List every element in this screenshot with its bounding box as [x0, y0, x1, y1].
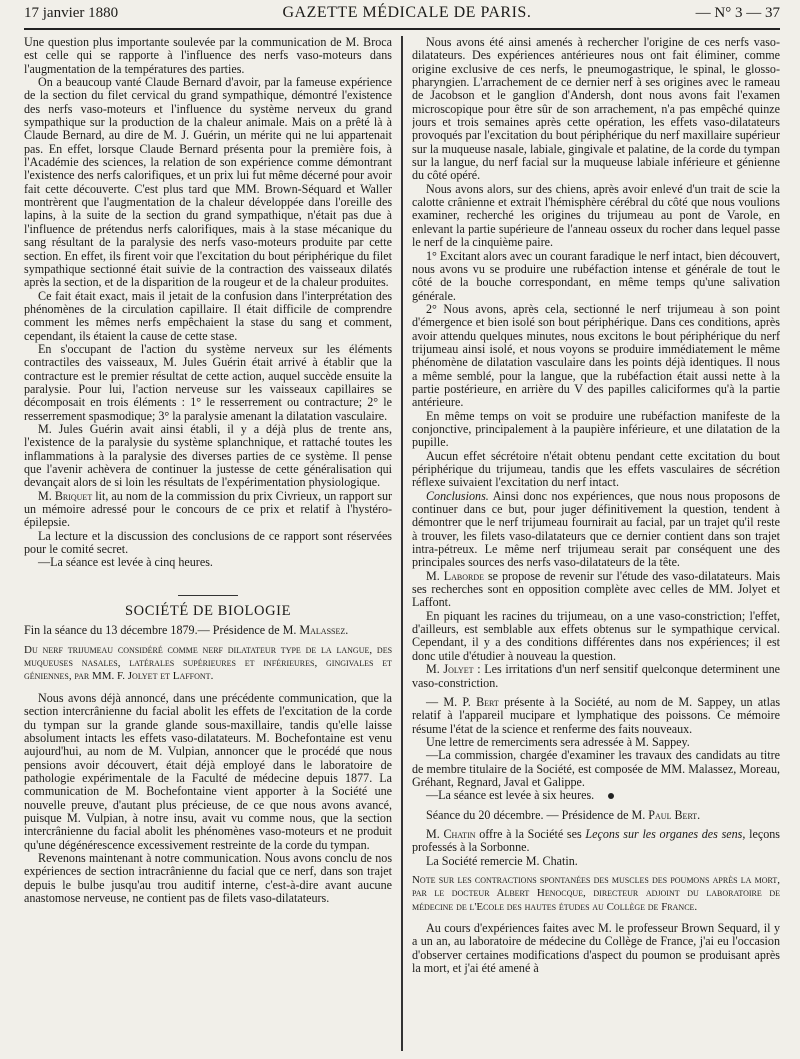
header-date: 17 janvier 1880 [24, 5, 119, 21]
paragraph-text: Ainsi donc nos expériences, que nous nous proposons de continuer dans ce but, pour juger définitivement la question, tendent à démontrer que le nerf trijumeau fournirait au facial, par un trajet qu'il reste à trouver, les filets vaso-dilatateurs que ce dernier contient dans son trajet intra-pétreux. Le même nerf trijumeau serait par conséquent une des principales sources des nerfs vaso-dilatateurs de la tête. [411, 488, 781, 570]
bullet-mark [608, 793, 614, 799]
right-column [412, 36, 780, 1051]
paragraph: Revenons maintenant à notre communication. Nous avons conclu de nos expériences de section intracrânienne du facial que ce nerf, dans son trajet depuis le bulbe jusqu'au trou auditif interne, c'est-à-dire avant aucune anastomose nerveuse, ne contient pas de filets vaso-dilatateurs. [24, 850, 393, 905]
paragraph: La lecture et la discussion des conclusions de ce rapport sont réservées pour le comité secret. [24, 528, 393, 557]
column-divider [401, 36, 403, 1051]
note-title: Note sur les contractions spontanées des muscles des poumons après la mort, par le docteur Albert Henocque, directeur adjoint du laboratoire de médecine de l'Ecole des hautes études au Collège de France. [411, 873, 781, 913]
paragraph: Une question plus importante soulevée par la communication de M. Broca est celle qui se rapporte à l'influence des nerfs vaso-moteurs dans l'augmentation de la températures des parties. [24, 36, 393, 76]
page-header [24, 4, 780, 30]
separator-rule [24, 586, 392, 599]
conclusions-label: Conclusions. [425, 488, 489, 503]
paragraph-text: : Les irritations d'un nerf sensitif quelconque determinent une vaso-constriction. [411, 662, 781, 690]
paragraph-text: leçons professés à la Sorbonne. [411, 826, 780, 855]
paragraph: En même temps on voit se produire une rubéfaction manifeste de la conjonctive, principalement à la paupière inférieure, et une dilatation de la pupille. [411, 408, 781, 450]
note-title: Du nerf trijumeau considéré comme nerf dilatateur type de la langue, des muqueuses nasales, latérales supérieures et inférieures, gingivales et géniennes, par MM. F. Jolyet et Laffont. [24, 643, 393, 683]
speaker-name: M. Laborde [425, 568, 484, 583]
paragraph: —La commission, chargée d'examiner les travaux des candidats au titre de membre titulaire de la Société, est composée de MM. Malassez, Moreau, Gréhant, Regnard, Javal et Galippe. [411, 748, 781, 789]
left-column [24, 36, 392, 1051]
paragraph-text: —La séance est levée à six heures. [425, 788, 595, 803]
paragraph [412, 570, 780, 610]
paragraph: En s'occupant de l'action du système nerveux sur les éléments contractiles des vaisseaux, M. Jules Guérin était arrivé à établir que la contracture est le premier résultat de cette action, auquel succède ensuite la paralysie. Pour lui, l'action nerveuse sur les vaisseaux capillaires se décomposait en trois éléments : 1° le resserrement ou contracture; 2° le resserrement spasmodique; 3° la paralysie amenant la dilatation vasculaire. [24, 341, 393, 423]
paragraph: Aucun effet sécrétoire n'était obtenu pendant cette excitation du bout périphérique du trijumeau, tandis que les effets vasculaires de sécrétion réflexe suivaient l'excitation du nerf intact. [411, 448, 781, 490]
paragraph: M. Jules Guérin avait ainsi établi, il y a déjà plus de trente ans, l'existence de la paralysie du système splanchnique, et rattaché toutes les inflammations à la paralysie des diverses parties de ce système. Il pense que l'avenir achèvera de continuer la justesse de cette généralisation qui devançait alors de si loin les résultats de l'expérimentation physiologique. [24, 421, 393, 490]
paragraph [412, 663, 780, 690]
section-title: SOCIÉTÉ DE BIOLOGIE [124, 603, 292, 620]
session-line [412, 809, 780, 822]
paragraph-text: offre à la Société ses [475, 826, 586, 841]
president-name: Malassez. [299, 623, 349, 638]
paragraph [412, 696, 780, 736]
text-columns [24, 36, 780, 1051]
book-title: Leçons sur les organes des sens, [585, 826, 746, 841]
session-text: Fin la séance du 13 décembre 1879.— Présidence de M. [24, 623, 300, 638]
paragraph: La Société remercie M. Chatin. [425, 853, 578, 868]
paragraph-text: lit, au nom de la commission du prix Civrieux, un rapport sur un mémoire adressé pour le concours de ce prix et relatif à l'hystéro-épilepsie. [24, 488, 393, 530]
paragraph: On a beaucoup vanté Claude Bernard d'avoir, par la fameuse expérience de la section du filet cervical du grand sympathique, démontré l'existence des nerfs vaso-moteurs et l'influence du système nerveux du grand sympathique sur la production de la chaleur animale. Mais on a prêté là à Claude Bernard, au dire de M. J. Guérin, un mérite qui ne lui appartenait pas. En effet, lorsque Claude Bernard présenta pour la première fois, à l'Académie des sciences, la relation de son expérience comme démontrant l'existence des nerfs calorifiques, et un prix lui fut même décerné pour avoir fait cette découverte. C'est plus tard que MM. Brown-Séquard et Waller montrèrent que l'augmentation de la chaleur développée dans l'oreille des lapins, à la suite de la section du grand sympathique, n'était pas due à l'influence de prétendus nerfs calorifiques, mais à la stase mécanique du sang résultant de la paralysie des nerfs vaso-moteurs produite par cette section. En effet, ils firent voir que l'excitation du bout périphérique du filet sympathique sectionné était suivie de la contraction des vaisseaux dilatés après la section, et de la disparition de la rougeur et de la chaleur produites. [24, 75, 393, 290]
speaker-name: M. Chatin [425, 826, 476, 841]
paragraph: 1° Excitant alors avec un courant faradique le nerf intact, bien découvert, nous avons vu se produire une rubéfaction intense et générale de tout le côté de la bouche correspondant, en même temps qu'une salivation générale. [411, 248, 781, 303]
speaker-name: M. Jolyet [425, 662, 474, 677]
paragraph: Nous avons été ainsi amenés à rechercher l'origine de ces nerfs vaso-dilatateurs. Des expériences antérieures nous ont fait éliminer, comme origine exclusive de ces nerfs, le pneumogastrique, le spinal, le glosso-pharyngien. L'arrachement de ce dernier nerf à ses origines avec le rameau de Jacobson et le ganglion d'Andersh, dont nous avons fait l'examen microscopique pour être sûr de son arrachement, n'a pas empêché quinze jours et trois semaines après cette opération, les effets vaso-dilatateurs provoqués par l'excitation du bout périphérique du nerf maxillaire supérieur sur la muqueuse nasale, labiale, gingivale et palatine, de la corde du tympan sur la langue, du nerf facial sur la muqueuse labiale inférieure et génienne du côté opéré. [411, 36, 781, 183]
paragraph: Au cours d'expériences faites avec M. le professeur Brown Sequard, il y a un an, au laboratoire de médecine du Collège de France, j'ai eu l'occasion d'observer certaines modifications d'aspect du poumon se produisant après la mort, et j'ai été amené à [411, 921, 781, 976]
paragraph-text: se propose de revenir sur l'étude des vaso-dilatateurs. Mais ses recherches sont en opposition complète avec celles de MM. Jolyet et Laffont. [411, 568, 781, 610]
session-text: Séance du 20 décembre. — Présidence de M. [425, 807, 649, 822]
paragraph [412, 490, 780, 570]
president-name: Paul Bert. [648, 807, 701, 822]
speaker-name: — M. P. Bert [425, 694, 499, 709]
paragraph: 2° Nous avons, après cela, sectionné le nerf trijumeau à son point d'émergence et bien isolé son bout périphérique. Dans ces conditions, après avoir attendu quelques minutes, nous excitons le bout périphérique du nerf trijumeau ainsi isolé, et nous voyons se produire immédiatement le même phénomène de dilatation vasculaire dans les points déjà identiques. Il nous a même semblé, pour la langue, que la rubéfaction était aussi nette à la partie postérieure, en arrière du V des papilles caliciformes qu'à la partie antérieure. [411, 301, 781, 410]
paragraph-text: présente à la Société, au nom de M. Sappey, un atlas relatif à l'appareil mucipare et lymphatique des poissons. Ce mémoire résume l'état de la science et renferme des faits nouveaux. [411, 694, 781, 736]
paragraph: Ce fait était exact, mais il jetait de la confusion dans l'interprétation des phénomènes de la circulation capillaire. Il était difficile de comprendre comment les mêmes nerfs empêchaient la stase du sang et comment, cependant, ils étaient la cause de cette stase. [24, 288, 393, 343]
session-line [24, 624, 392, 637]
paragraph: En piquant les racines du trijumeau, on a une vaso-constriction; l'effet, d'ailleurs, est semblable aux effets obtenus sur le sympathique cervical. Cependant, il y a des conditions différentes dans nos expériences; il est donc utile d'étudier à nouveau la question. [411, 608, 781, 663]
paragraph: Une lettre de remerciments sera adressée à M. Sappey. [425, 734, 690, 749]
paragraph [412, 789, 780, 802]
header-title: GAZETTE MÉDICALE DE PARIS. [282, 4, 532, 21]
paragraph [412, 828, 780, 855]
header-page-number: — N° 3 — 37 [695, 5, 780, 21]
paragraph: Nous avons alors, sur des chiens, après avoir enlevé d'un trait de scie la calotte crânienne et extrait l'hémisphère cérébral du côté que nous voulions examiner, recherché les origines du trijumeau au pont de Varole, en enlevant la partie supérieure de l'anneau osseux du rocher dans lequel passe le nerf de la cinquième paire. [411, 181, 781, 250]
speaker-name: M. Briquet [38, 488, 93, 503]
paragraph [24, 490, 392, 530]
paragraph: —La séance est levée à cinq heures. [38, 555, 213, 570]
paragraph: Nous avons déjà annoncé, dans une précédente communication, que la section intercrânienne du facial abolit les effets de l'excitation de la corde du tympan sur la grande glande sous-maxillaire, tandis qu'elle laisse absolument intacts les effets vaso-dilatateurs. M. Bochefontaine est venu aujourd'hui, au nom de M. Vulpian, annoncer que le procédé que nous pensions avoir découvert, était déjà employé dans le laboratoire de pathologie expérimentale de la Faculté de médecine depuis 1877. La communication de M. Bochefontaine vient apporter à la Société une nouvelle preuve, d'autant plus précieuse, de ce que nous avons avancé, puisque M. Vulpian, à notre insu, avait vu comme nous, que la section intercrânienne du facial abolit les phénomènes vaso-moteurs et ne produit qu'une dégénérescence excessivement restreinte de la corde du tympan. [24, 690, 393, 852]
